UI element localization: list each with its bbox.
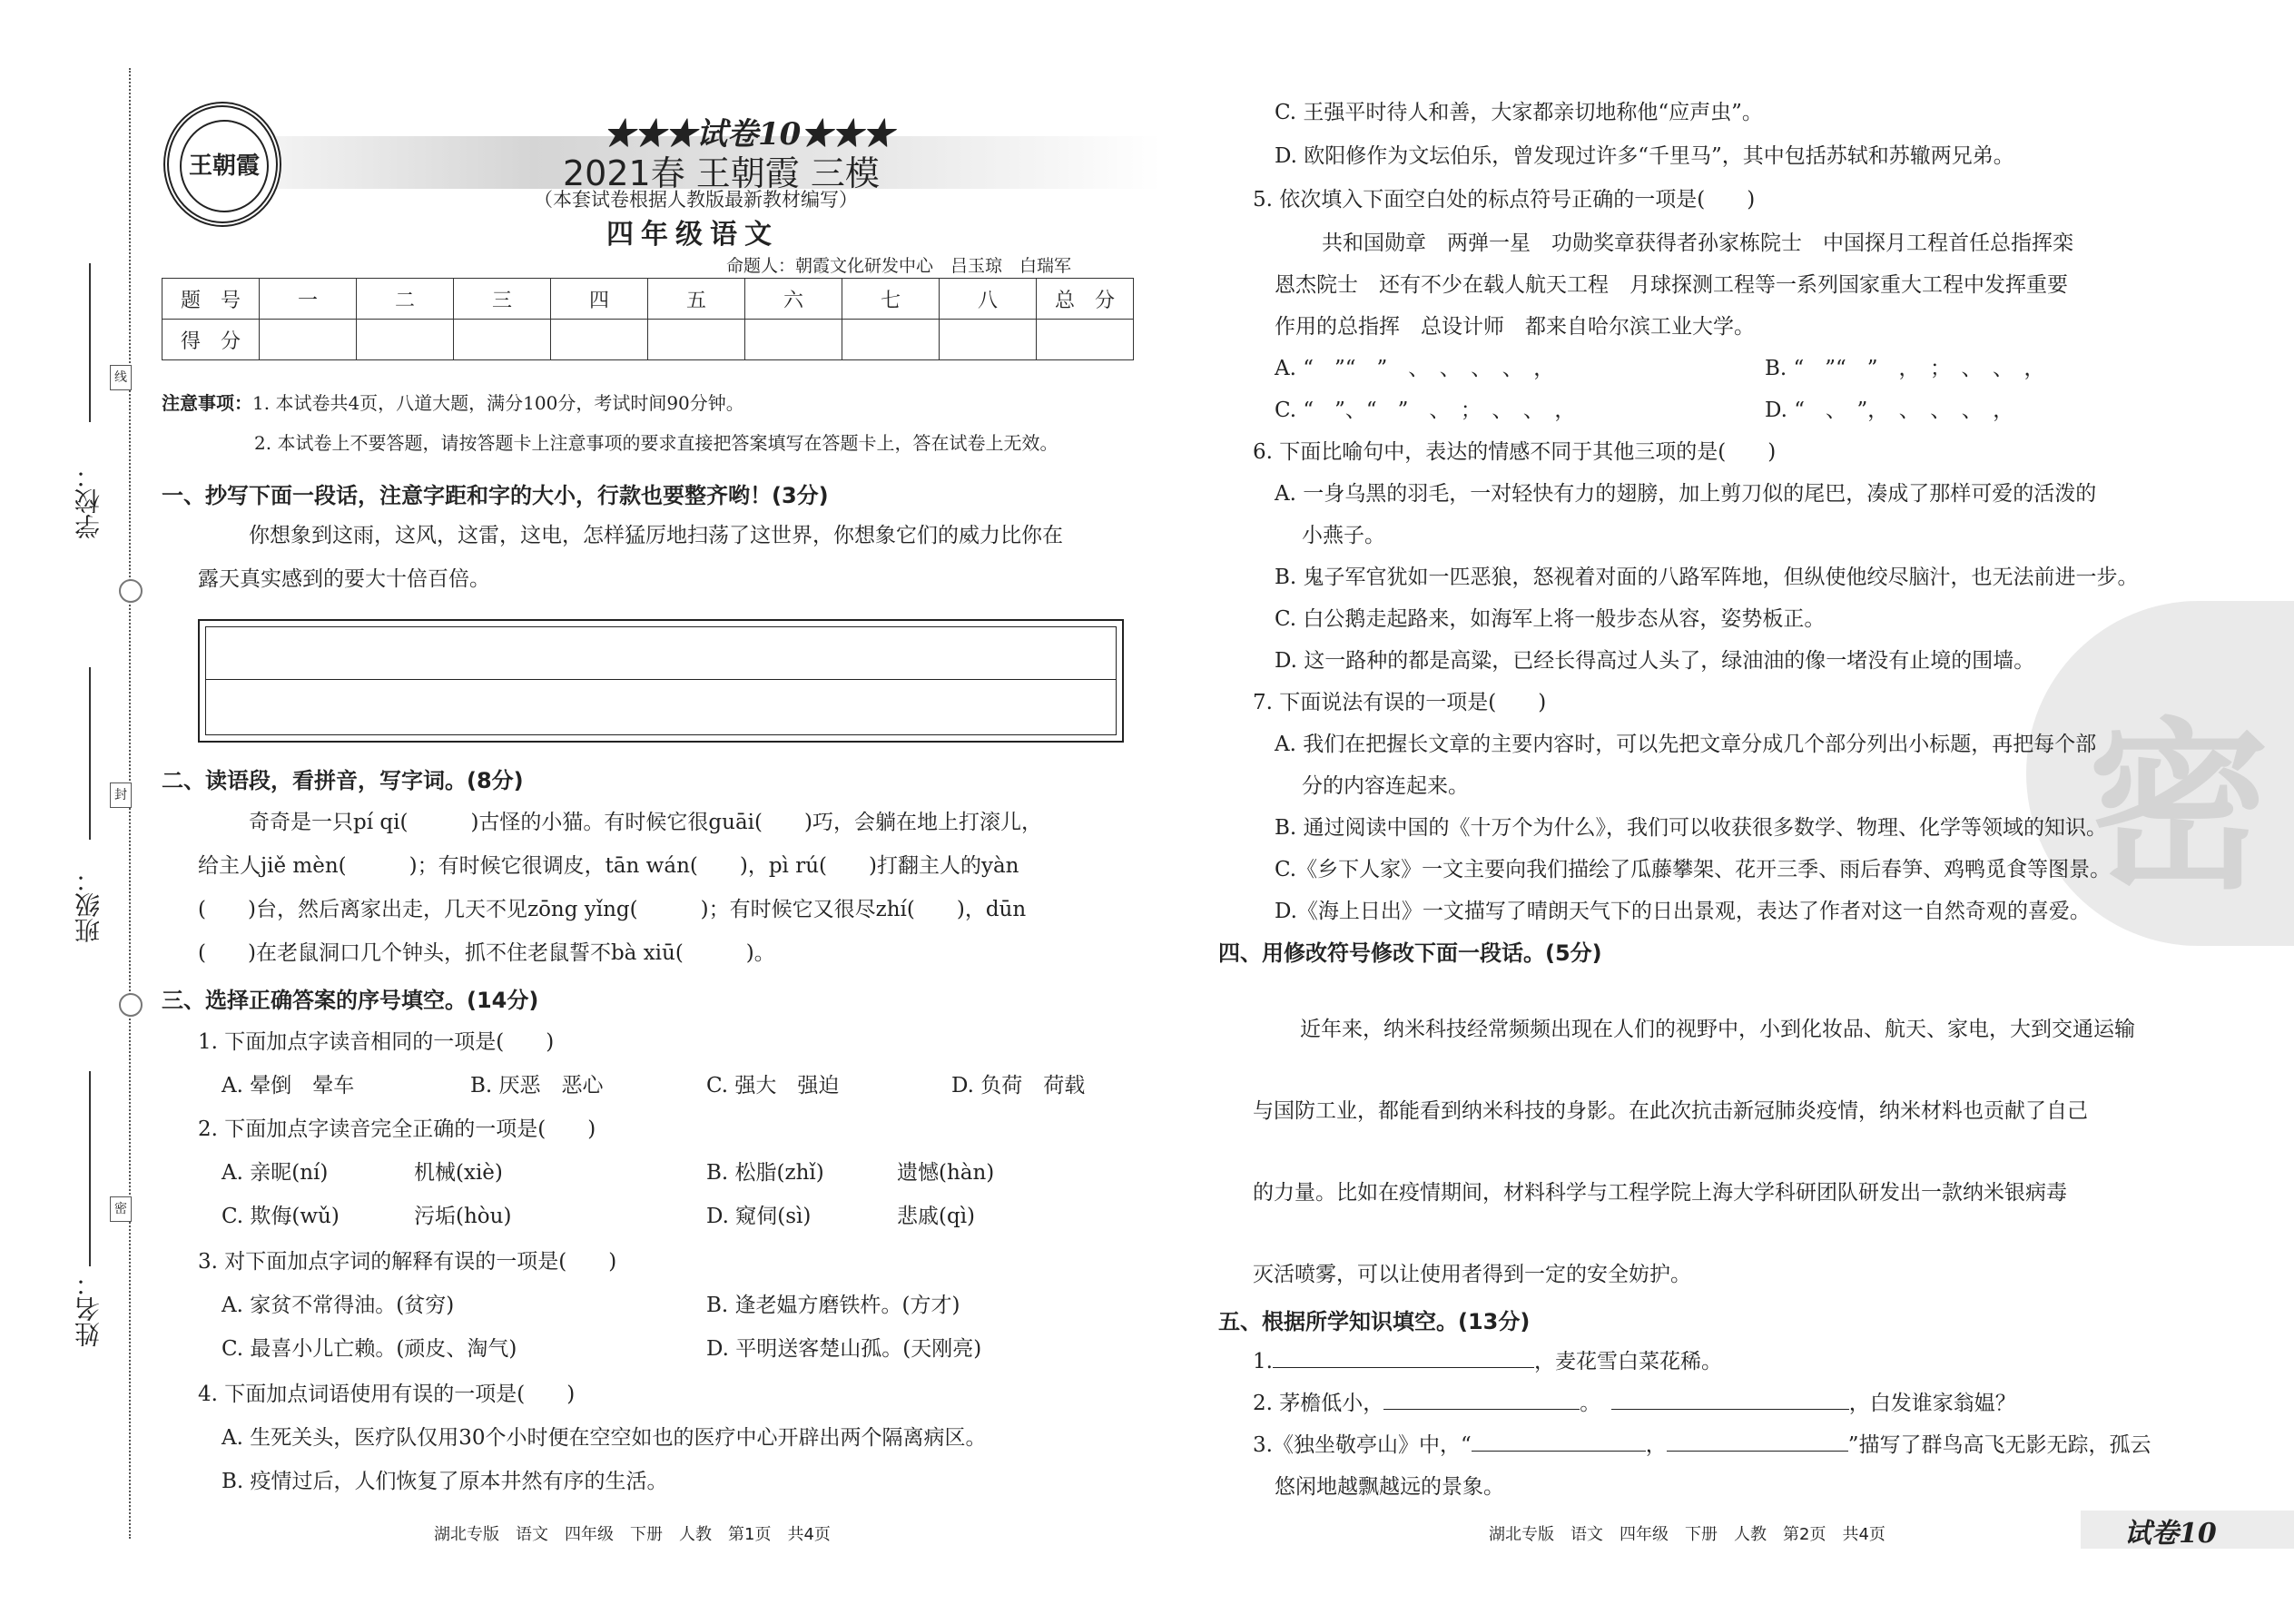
q6-stem: 6. 下面比喻句中，表达的情感不同于其他三项的是( ) bbox=[1253, 440, 1777, 464]
s5-q1-number: 1. bbox=[1253, 1350, 1273, 1373]
table-cell: 四 bbox=[551, 279, 648, 320]
seal-watermark-glyph: 密 bbox=[2088, 701, 2270, 914]
authors: 命题人：朝霞文化研发中心 吕玉琼 白瑞军 bbox=[726, 256, 1072, 276]
edition-note: （本套试卷根据人教版最新教材编写） bbox=[534, 189, 858, 211]
table-cell: 六 bbox=[745, 279, 842, 320]
s5-q3-text-end: ”描写了群鸟高飞无影无踪，孤云 bbox=[1847, 1433, 2151, 1457]
class-fill-line[interactable] bbox=[89, 667, 91, 840]
q6-option-a-1: A. 一身乌黑的羽毛，一对轻快有力的翅膀，加上剪刀似的尾巴，凑成了那样可爱的活泼的 bbox=[1275, 482, 2097, 506]
table-cell: 七 bbox=[842, 279, 940, 320]
name-fill-line[interactable] bbox=[89, 1071, 91, 1266]
q4-stem: 4. 下面加点词语使用有误的一项是( ) bbox=[198, 1383, 576, 1406]
q5-option-c: C. “ ”、“ ” 、 ； 、 、 ， bbox=[1275, 399, 1576, 422]
page-footer-left: 湖北专版 语文 四年级 下册 人教 第1页 共4页 bbox=[434, 1525, 831, 1544]
table-cell: 一 bbox=[260, 279, 357, 320]
s4-line-3: 的力量。比如在疫情期间，材料科学与工程学院上海大学科研团队研发出一款纳米银病毒 bbox=[1253, 1181, 2067, 1205]
score-input-cell[interactable] bbox=[454, 320, 551, 360]
score-input-cell[interactable] bbox=[940, 320, 1037, 360]
q1-option-a: A. 晕倒 晕车 bbox=[222, 1074, 355, 1097]
s4-line-2: 与国防工业，都能看到纳米科技的身影。在此次抗击新冠肺炎疫情，纳米材料也贡献了自己 bbox=[1253, 1099, 2088, 1123]
paper-tab-label: 试卷10 bbox=[2124, 1518, 2217, 1550]
school-label: 学校： bbox=[74, 463, 103, 539]
table-cell: 得 分 bbox=[162, 320, 260, 360]
q7-stem: 7. 下面说法有误的一项是( ) bbox=[1253, 691, 1547, 714]
q5-stem: 5. 依次填入下面空白处的标点符号正确的一项是( ) bbox=[1253, 188, 1756, 212]
notice-text: 1. 本试卷共4页，八道大题，满分100分，考试时间90分钟。 bbox=[252, 392, 744, 414]
blank-fill[interactable] bbox=[1667, 1429, 1848, 1452]
class-label: 班级： bbox=[74, 867, 103, 943]
page-footer-right: 湖北专版 语文 四年级 下册 人教 第2页 共4页 bbox=[1489, 1525, 1885, 1544]
school-fill-line[interactable] bbox=[89, 263, 91, 422]
q6-option-d: D. 这一路种的都是高粱，已经长得高过人头了，绿油油的像一堵没有止境的围墙。 bbox=[1275, 649, 2035, 673]
q4-option-c: C. 王强平时待人和善，大家都亲切地称他“应声虫”。 bbox=[1275, 101, 1763, 124]
s2-line-2: 给主人jiě mèn( )；有时候它很调皮，tān wán( )，pì rú( )打翻主人的yàn bbox=[198, 854, 1019, 878]
s2-line-4: ( )在老鼠洞口几个钟头，抓不住老鼠誓不bà xiū( )。 bbox=[198, 941, 775, 965]
q1-stem: 1. 下面加点字读音相同的一项是( ) bbox=[198, 1030, 555, 1054]
score-input-cell[interactable] bbox=[648, 320, 745, 360]
blank-fill[interactable] bbox=[1383, 1387, 1580, 1410]
q1-option-d: D. 负荷 荷载 bbox=[951, 1074, 1086, 1097]
seal-mark-secret: 密 bbox=[110, 1196, 132, 1222]
table-row bbox=[162, 279, 1134, 320]
s5-q1 bbox=[1253, 1340, 1722, 1383]
blank-fill[interactable] bbox=[1273, 1345, 1534, 1368]
s4-line-1: 近年来，纳米科技经常频频出现在人们的视野中，小到化妆品、航天、家电，大到交通运输 bbox=[1300, 1018, 2135, 1041]
s1-passage-line-2: 露天真实感到的要大十倍百倍。 bbox=[198, 567, 490, 591]
q3-option-c: C. 最喜小儿亡赖。(顽皮、淘气) bbox=[222, 1337, 517, 1361]
section-5-title: 五、根据所学知识填空。(13分) bbox=[1218, 1309, 1531, 1334]
s1-passage-line-1: 你想象到这雨，这风，这雷，这电，怎样猛厉地扫荡了这世界，你想象它们的威力比你在 bbox=[249, 524, 1063, 547]
q6-option-a-2: 小燕子。 bbox=[1302, 524, 1385, 547]
score-input-cell[interactable] bbox=[745, 320, 842, 360]
s5-q3 bbox=[1253, 1423, 2151, 1467]
score-input-cell[interactable] bbox=[842, 320, 940, 360]
q2-option-d2: 悲戚(qì) bbox=[897, 1205, 976, 1228]
q7-option-d: D.《海上日出》一文描写了晴朗天气下的日出景观，表达了作者对这一自然奇观的喜爱。 bbox=[1275, 900, 2091, 923]
table-cell: 五 bbox=[648, 279, 745, 320]
score-input-cell[interactable] bbox=[1037, 320, 1134, 360]
q6-option-c: C. 白公鹅走起路来，如海军上将一般步态从容，姿势板正。 bbox=[1275, 607, 1826, 631]
q2-option-b2: 遗憾(hàn) bbox=[897, 1161, 995, 1185]
q3-option-a: A. 家贫不常得油。(贫穷) bbox=[222, 1294, 455, 1317]
q2-option-c1: C. 欺侮(wǔ) bbox=[222, 1205, 340, 1228]
q2-option-b1: B. 松脂(zhǐ) bbox=[706, 1161, 824, 1185]
q3-stem: 3. 对下面加点字词的解释有误的一项是( ) bbox=[198, 1250, 617, 1274]
seal-mark-seal: 封 bbox=[110, 782, 132, 808]
s5-q2-text-end: ，白发谁家翁媪？ bbox=[1848, 1392, 2016, 1415]
name-label: 姓名： bbox=[74, 1271, 103, 1347]
s5-q3-text: 3.《独坐敬亭山》中，“ bbox=[1253, 1433, 1472, 1457]
q2-stem: 2. 下面加点字读音完全正确的一项是( ) bbox=[198, 1117, 596, 1141]
q7-option-a-2: 分的内容连起来。 bbox=[1302, 774, 1469, 798]
q4-option-b: B. 疫情过后，人们恢复了原本井然有序的生活。 bbox=[222, 1470, 668, 1493]
q6-option-b: B. 鬼子军官犹如一匹恶狼，怒视着对面的八路军阵地，但纵使他绞尽脑汁，也无法前进一步。 bbox=[1275, 566, 2139, 589]
q3-option-b: B. 逢老媪方磨铁杵。(方才) bbox=[706, 1294, 960, 1317]
table-cell: 题 号 bbox=[162, 279, 260, 320]
exam-title: 2021春 王朝霞 三模 bbox=[563, 153, 880, 193]
s5-q1-text: ，麦花雪白菜花稀。 bbox=[1533, 1350, 1722, 1373]
table-cell: 二 bbox=[357, 279, 454, 320]
q2-option-a1: A. 亲昵(ní) bbox=[222, 1161, 329, 1185]
blank-fill[interactable] bbox=[1611, 1387, 1849, 1410]
notice-title: 注意事项： bbox=[162, 392, 252, 414]
q1-option-c: C. 强大 强迫 bbox=[706, 1074, 840, 1097]
q1-option-b: B. 厌恶 恶心 bbox=[470, 1074, 604, 1097]
section-1-title: 一、抄写下面一段话，注意字距和字的大小，行款也要整齐哟！(3分) bbox=[162, 483, 829, 508]
q5-passage-3: 作用的总指挥 总设计师 都来自哈尔滨工业大学。 bbox=[1275, 315, 1755, 339]
s2-line-1: 奇奇是一只pí qi( )古怪的小猫。有时候它很guāi( )巧，会躺在地上打滚儿， bbox=[249, 811, 1042, 834]
binding-hole-icon bbox=[119, 993, 143, 1017]
section-2-title: 二、读语段，看拼音，写字词。(8分) bbox=[162, 768, 524, 793]
section-3-title: 三、选择正确答案的序号填空。(14分) bbox=[162, 988, 539, 1013]
q5-option-a: A. “ ”“ ” 、 、 、 、 ， bbox=[1275, 357, 1555, 380]
q3-option-d: D. 平明送客楚山孤。(天刚亮) bbox=[706, 1337, 982, 1361]
notice-line-2: 2. 本试卷上不要答题，请按答题卡上注意事项的要求直接把答案填写在答题卡上，答在试卷上无效。 bbox=[254, 432, 1058, 454]
score-input-cell[interactable] bbox=[551, 320, 648, 360]
blank-fill[interactable] bbox=[1472, 1429, 1646, 1452]
brand-logo: 王朝霞 bbox=[163, 102, 281, 227]
table-cell: 三 bbox=[454, 279, 551, 320]
score-table bbox=[162, 278, 1134, 360]
q5-passage-2: 恩杰院士 还有不少在载人航天工程 月球探测工程等一系列国家重大工程中发挥重要 bbox=[1275, 273, 2068, 297]
s5-q2 bbox=[1253, 1382, 2016, 1425]
q4-option-a: A. 生死关头，医疗队仅用30个小时便在空空如也的医疗中心开辟出两个隔离病区。 bbox=[222, 1426, 987, 1450]
q5-passage-1: 共和国勋章 两弹一星 功勋奖章获得者孙家栋院士 中国探月工程首任总指挥栾 bbox=[1322, 231, 2073, 255]
table-cell: 总 分 bbox=[1037, 279, 1134, 320]
binding-hole-icon bbox=[119, 579, 143, 603]
q2-option-c2: 污垢(hòu) bbox=[414, 1205, 512, 1228]
s5-q2-punct: 。 bbox=[1580, 1392, 1590, 1415]
q5-option-d: D. “ 、 ”， 、 、 、 ， bbox=[1765, 399, 2014, 422]
seal-mark-line: 线 bbox=[110, 365, 132, 390]
copy-writing-box[interactable] bbox=[198, 619, 1124, 743]
q7-option-c: C.《乡下人家》一文主要向我们描绘了瓜藤攀架、花开三季、雨后春笋、鸡鸭觅食等图景。 bbox=[1275, 858, 2112, 881]
q4-option-d: D. 欧阳修作为文坛伯乐，曾发现过许多“千里马”，其中包括苏轼和苏辙两兄弟。 bbox=[1275, 144, 2014, 168]
table-row bbox=[162, 320, 1134, 360]
s5-q3-line-2: 悠闲地越飘越远的景象。 bbox=[1275, 1475, 1504, 1499]
q2-option-d1: D. 窥伺(sì) bbox=[706, 1205, 812, 1228]
s4-line-4: 灭活喷雾，可以让使用者得到一定的安全妨护。 bbox=[1253, 1263, 1691, 1286]
grade-subject: 四年级语文 bbox=[606, 219, 779, 251]
score-input-cell[interactable] bbox=[357, 320, 454, 360]
q2-option-a2: 机械(xiè) bbox=[414, 1161, 503, 1185]
s5-q2-text: 2. 茅檐低小， bbox=[1253, 1392, 1384, 1415]
notice-line-1 bbox=[162, 389, 744, 415]
q7-option-b: B. 通过阅读中国的《十万个为什么》，我们可以收获很多数学、物理、化学等领域的知识。 bbox=[1275, 816, 2108, 840]
section-4-title: 四、用修改符号修改下面一段话。(5分) bbox=[1218, 940, 1602, 966]
paper-number: ★★★试卷10★★★ bbox=[604, 116, 894, 153]
table-cell: 八 bbox=[940, 279, 1037, 320]
q5-option-b: B. “ ”“ ” ， ； 、 、 ， bbox=[1765, 357, 2045, 380]
s5-q3-punct: ， bbox=[1645, 1433, 1667, 1457]
q7-option-a-1: A. 我们在把握长文章的主要内容时，可以先把文章分成几个部分列出小标题，再把每个部 bbox=[1275, 733, 2097, 756]
s2-line-3: ( )台，然后离家出走，几天不见zōng yǐng( )；有时候它又很尽zhí( )，dūn bbox=[198, 898, 1027, 921]
score-input-cell[interactable] bbox=[260, 320, 357, 360]
